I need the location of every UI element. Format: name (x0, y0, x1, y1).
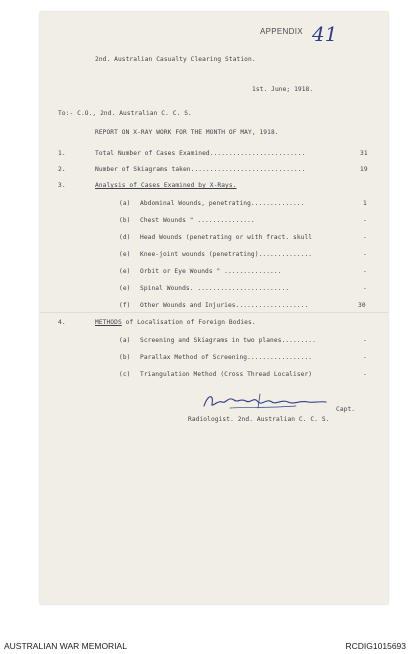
item-text: Total Number of Cases Examined......................... (95, 150, 306, 157)
sub-item-text: Other Wounds and Injuries................... (140, 302, 309, 309)
sub-item-letter: (e) (119, 251, 131, 258)
localisation-heading-rest: of Localisation of Foreign Bodies. (121, 319, 256, 326)
sub-item-value: - (363, 217, 367, 224)
handwritten-signature (200, 390, 330, 412)
sub-item-value: - (363, 354, 367, 361)
sub-item-value: - (363, 268, 367, 275)
item-number: 1. (58, 150, 66, 157)
sub-item-letter: (a) (119, 200, 131, 207)
sub-item-text: Spinal Wounds. ........................ (140, 285, 290, 292)
archive-reference: RCDIG1015693 (345, 641, 406, 651)
sub-item-value: - (363, 285, 367, 292)
sub-item-text: Chest Wounds " ............... (140, 217, 255, 224)
sub-item-value: - (363, 371, 367, 378)
report-title: REPORT ON X-RAY WORK FOR THE MONTH OF MAY, 1918. (95, 129, 279, 136)
sub-item-text: Abdominal Wounds, penetrating.............. (140, 200, 305, 207)
appendix-stamp: APPENDIX (260, 27, 303, 36)
addressee: To:- C.O., 2nd. Australian C. C. S. (58, 110, 192, 117)
item-text: Number of Skiagrams taken.............................. (95, 166, 306, 173)
sub-item-value: - (363, 337, 367, 344)
sub-item-letter: (b) (119, 217, 131, 224)
sub-item-value: 30 (358, 302, 366, 309)
localisation-heading-underlined: METHODS (95, 319, 122, 326)
page-fold (40, 312, 388, 313)
sub-item-value: - (363, 251, 367, 258)
analysis-heading: Analysis of Cases Examined by X-Rays. (95, 182, 237, 189)
sub-item-text: Screening and Skiagrams in two planes......... (140, 337, 316, 344)
archive-source: AUSTRALIAN WAR MEMORIAL (4, 641, 127, 651)
document-page (40, 12, 388, 604)
item-number: 3. (58, 182, 66, 189)
item-value: 19 (360, 166, 368, 173)
sub-item-letter: (f) (119, 302, 131, 309)
signature-rank: Capt. (336, 406, 356, 413)
sub-item-text: Parallax Method of Screening................. (140, 354, 313, 361)
sub-item-letter: (e) (119, 268, 131, 275)
sub-item-text: Orbit or Eye Wounds " ............... (140, 268, 282, 275)
sub-item-letter: (d) (119, 234, 131, 241)
sub-item-text: Head Wounds (penetrating or with fract. skull (140, 234, 313, 241)
item-value: 31 (360, 150, 368, 157)
sub-item-letter: (b) (119, 354, 131, 361)
sub-item-value: 1 (363, 200, 367, 207)
signature-role: Radiologist. 2nd. Australian C. C. S. (188, 416, 330, 423)
sub-item-letter: (e) (119, 285, 131, 292)
sub-item-text: Knee-joint wounds (penetrating).............. (140, 251, 313, 258)
item-number: 4. (58, 319, 66, 326)
sub-item-text: Triangulation Method (Cross Thread Localiser) (140, 371, 313, 378)
handwritten-appendix-number: 41 (312, 22, 338, 46)
sub-item-letter: (a) (119, 337, 131, 344)
report-date: 1st. June; 1918. (252, 86, 314, 93)
localisation-heading (95, 319, 256, 326)
item-number: 2. (58, 166, 66, 173)
unit-heading: 2nd. Australian Casualty Clearing Station. (95, 56, 256, 63)
sub-item-value: - (363, 234, 367, 241)
sub-item-letter: (c) (119, 371, 131, 378)
